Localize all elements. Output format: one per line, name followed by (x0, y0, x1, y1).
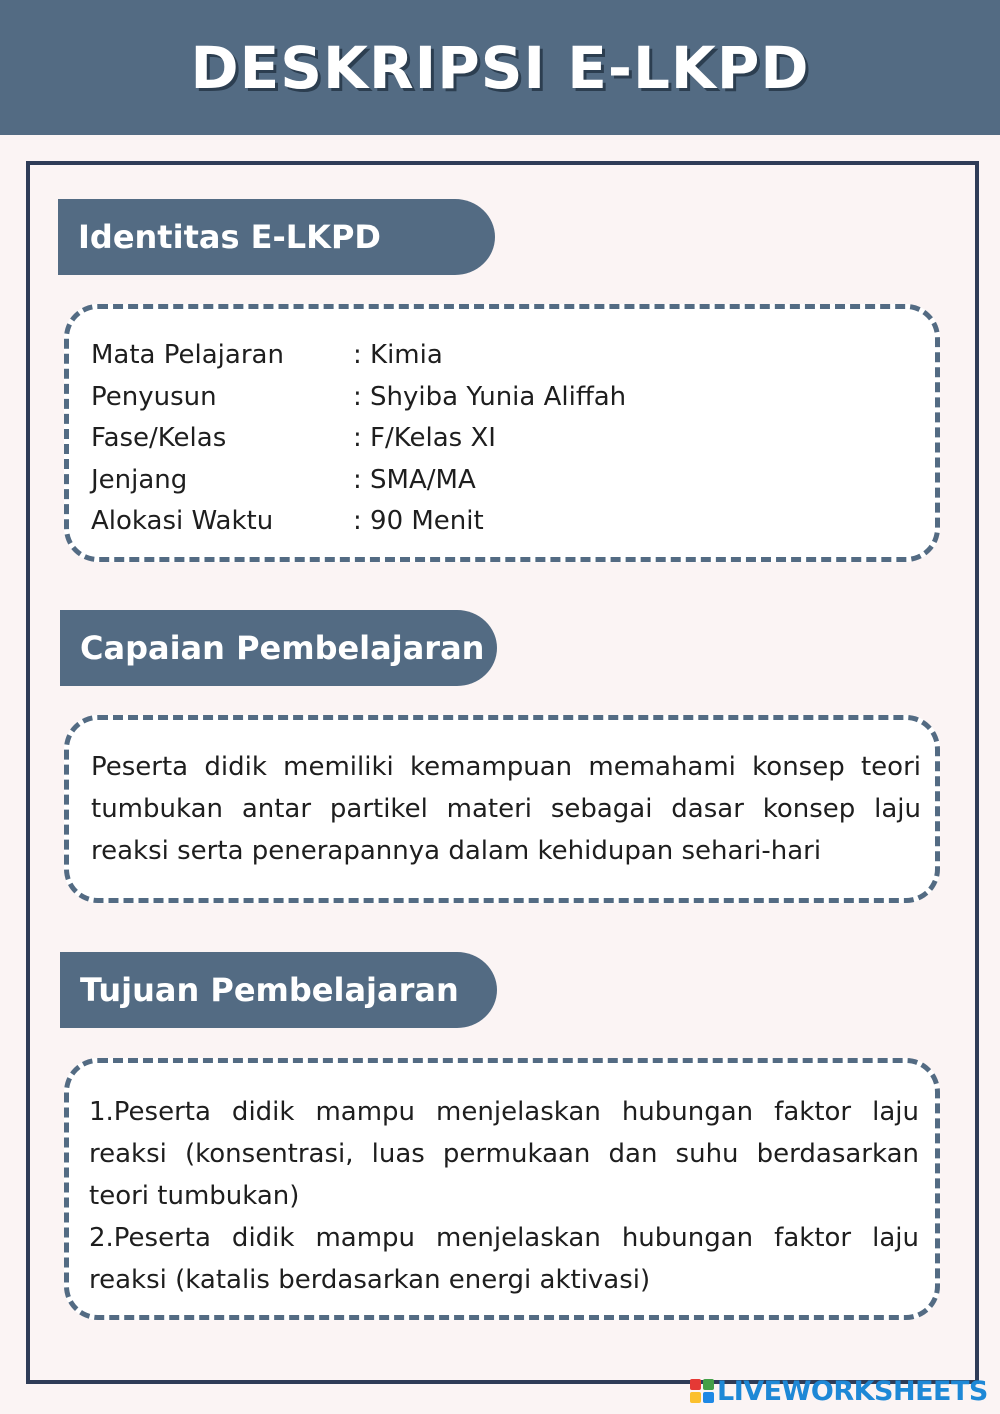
tujuan-box (64, 1058, 940, 1320)
logo-blocks-icon (690, 1379, 714, 1403)
identitas-label: Penyusun (91, 381, 217, 412)
tujuan-heading (60, 952, 497, 1028)
identitas-heading-label: Identitas E-LKPD (78, 218, 381, 256)
logo-text: LIVEWORKSHEETS (717, 1375, 988, 1407)
identitas-label: Fase/Kelas (91, 423, 227, 453)
liveworksheets-logo (690, 1374, 988, 1408)
identitas-value: : Kimia (353, 340, 443, 370)
capaian-text: Peserta didik memiliki kemampuan memahami konsep teori tumbukan antar partikel materi sebagai dasar konsep laju reaksi serta penerapannya dalam kehidupan sehari-hari (91, 752, 921, 866)
identitas-value: : Shyiba Yunia Aliffah (353, 381, 627, 412)
capaian-heading (60, 610, 497, 686)
capaian-heading-label: Capaian Pembelajaran (80, 629, 485, 667)
identitas-value: : SMA/MA (353, 464, 476, 495)
identitas-box (64, 304, 940, 562)
identitas-row (91, 501, 935, 543)
identitas-label: Jenjang (91, 464, 188, 495)
identitas-row (91, 335, 935, 377)
tujuan-heading-label: Tujuan Pembelajaran (80, 971, 459, 1009)
page-title: DESKRIPSI E-LKPD (190, 33, 810, 102)
identitas-row (91, 418, 935, 460)
identitas-row (91, 460, 935, 502)
identitas-heading (58, 199, 495, 275)
page-header (0, 0, 1000, 135)
identitas-row (91, 377, 935, 419)
identitas-value: : F/Kelas XI (353, 423, 496, 453)
capaian-box (64, 715, 940, 903)
identitas-label: Alokasi Waktu (91, 506, 274, 536)
identitas-value: : 90 Menit (353, 506, 484, 536)
tujuan-item: 1.Peserta didik mampu menjelaskan hubungan faktor laju reaksi (konsentrasi, luas permukaan dan suhu berdasarkan teori tumbukan) (89, 1097, 919, 1211)
tujuan-item: 2.Peserta didik mampu menjelaskan hubungan faktor laju reaksi (katalis berdasarkan energi aktivasi) (89, 1223, 919, 1295)
identitas-label: Mata Pelajaran (91, 340, 284, 370)
